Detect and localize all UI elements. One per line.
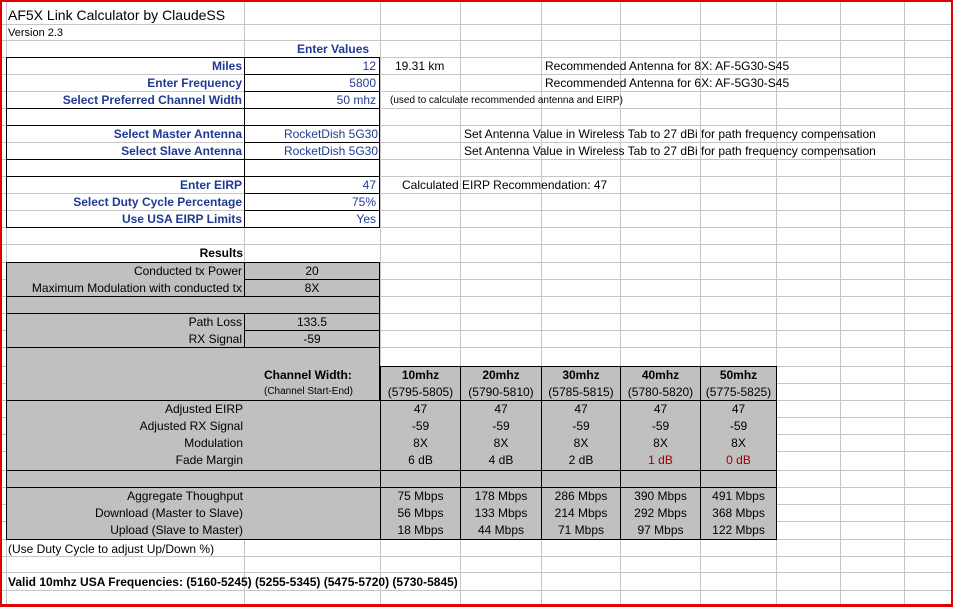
download-cell: 214 Mbps — [554, 506, 608, 520]
upload-cell: 44 Mbps — [477, 523, 525, 537]
adjusted-rx-cell: -59 — [411, 419, 430, 433]
modulation-cell: 8X — [413, 436, 428, 450]
recommended-6x: Recommended Antenna for 6X: AF-5G30-S45 — [545, 76, 790, 90]
adjusted-rx-cell: -59 — [651, 419, 670, 433]
channel-range-col-4: (5775-5825) — [705, 385, 772, 399]
upload-cell: 122 Mbps — [712, 523, 765, 537]
eirp-recommendation: Calculated EIRP Recommendation: 47 — [402, 178, 608, 192]
rx-signal-value: -59 — [303, 332, 321, 346]
modulation-cell: 8X — [493, 436, 509, 450]
download-cell: 133 Mbps — [474, 506, 528, 520]
results-row-line — [6, 347, 380, 348]
download-label: Download (Master to Slave) — [94, 506, 243, 520]
download-cell: 292 Mbps — [634, 506, 687, 520]
adjusted-rx-cell: -59 — [729, 419, 748, 433]
upload-cell: 18 Mbps — [397, 523, 444, 537]
modulation-label: Modulation — [184, 436, 243, 450]
aggregate-cell: 75 Mbps — [397, 489, 444, 503]
path-loss-value: 133.5 — [296, 315, 328, 329]
channel-width-note: (used to calculate recommended antenna and EIRP) — [390, 95, 623, 106]
upload-label: Upload (Slave to Master) — [110, 523, 243, 537]
adjusted-eirp-label: Adjusted EIRP — [164, 402, 243, 416]
channel-width-select[interactable]: 50 mhz — [336, 93, 376, 107]
adjusted-rx-cell: -59 — [572, 419, 590, 433]
frequency-input[interactable]: 5800 — [349, 76, 376, 90]
slave-antenna-select[interactable]: RocketDish 5G30 — [283, 144, 378, 158]
input-group2-bottom — [6, 159, 380, 160]
eirp-input[interactable]: 47 — [362, 178, 376, 192]
modulation-cell: 8X — [731, 436, 746, 450]
throughput-bottom — [6, 539, 777, 540]
valid-frequencies: Valid 10mhz USA Frequencies: (5160-5245) (5255-5345) (5475-5720) (5730-5845) — [8, 575, 458, 589]
aggregate-cell: 390 Mbps — [634, 489, 687, 503]
selection-border-top — [0, 0, 953, 2]
fade-margin-cell: 6 dB — [408, 453, 433, 467]
row-gridline — [0, 24, 953, 25]
results-heading: Results — [199, 246, 243, 260]
adjusted-eirp-cell: 47 — [494, 402, 508, 416]
fade-margin-cell: 2 dB — [568, 453, 594, 467]
miles-label: Miles — [211, 59, 242, 73]
download-cell: 368 Mbps — [712, 506, 765, 520]
fade-margin-cell: 4 dB — [488, 453, 514, 467]
download-cell: 56 Mbps — [397, 506, 444, 520]
channel-range-col-0: (5795-5805) — [387, 385, 454, 399]
adjusted-rx-label: Adjusted RX Signal — [139, 419, 243, 433]
slave-antenna-label: Select Slave Antenna — [121, 144, 242, 158]
recommended-8x: Recommended Antenna for 8X: AF-5G30-S45 — [545, 59, 790, 73]
spacer-row-fill — [6, 470, 777, 487]
upload-cell: 71 Mbps — [557, 523, 605, 537]
master-antenna-note: Set Antenna Value in Wireless Tab to 27 dBi for path frequency compensation — [464, 127, 876, 141]
fade-margin-label: Fade Margin — [175, 453, 243, 467]
channel-right-border — [776, 366, 777, 539]
fade-margin-cell: 0 dB — [726, 453, 751, 467]
selection-border-left — [0, 0, 2, 607]
eirp-label: Enter EIRP — [179, 178, 242, 192]
enter-values-heading: Enter Values — [297, 42, 370, 56]
master-antenna-label: Select Master Antenna — [113, 127, 242, 141]
duty-cycle-note: (Use Duty Cycle to adjust Up/Down %) — [8, 542, 215, 556]
duty-cycle-select[interactable]: 75% — [351, 195, 376, 209]
input-group3-bottom — [6, 227, 380, 228]
channel-range-col-2: (5785-5815) — [548, 385, 614, 399]
modulation-cell: 8X — [573, 436, 589, 450]
max-modulation-label: Maximum Modulation with conducted tx — [31, 281, 242, 295]
adjusted-eirp-cell: 47 — [413, 402, 428, 416]
aggregate-cell: 178 Mbps — [474, 489, 528, 503]
channel-width-heading: Channel Width: — [264, 368, 352, 382]
channel-width-col-1: 20mhz — [482, 368, 520, 382]
adjusted-eirp-cell: 47 — [574, 402, 588, 416]
slave-antenna-note: Set Antenna Value in Wireless Tab to 27 dBi for path frequency compensation — [464, 144, 876, 158]
aggregate-cell: 491 Mbps — [712, 489, 765, 503]
channel-width-col-0: 10mhz — [401, 368, 440, 382]
row-gridline — [0, 572, 953, 573]
channel-width-label: Select Preferred Channel Width — [62, 93, 242, 107]
adjusted-eirp-cell: 47 — [653, 402, 668, 416]
usa-eirp-select[interactable]: Yes — [356, 212, 376, 226]
adjusted-rx-cell: -59 — [492, 419, 510, 433]
modulation-cell: 8X — [653, 436, 668, 450]
conducted-tx-label: Conducted tx Power — [133, 264, 242, 278]
path-loss-label: Path Loss — [188, 315, 242, 329]
rx-signal-label: RX Signal — [188, 332, 242, 346]
version-label: Version 2.3 — [8, 27, 64, 39]
fade-margin-cell: 1 dB — [648, 453, 673, 467]
adjusted-eirp-cell: 47 — [731, 402, 746, 416]
channel-range-col-1: (5790-5810) — [468, 385, 534, 399]
channel-width-col-4: 50mhz — [719, 368, 758, 382]
row-gridline — [0, 590, 953, 591]
frequency-label: Enter Frequency — [147, 76, 242, 90]
sheet-title: AF5X Link Calculator by ClaudeSS — [8, 7, 226, 23]
km-value: 19.31 km — [395, 59, 445, 73]
max-modulation-value: 8X — [304, 281, 320, 295]
conducted-tx-value: 20 — [305, 264, 319, 278]
usa-eirp-label: Use USA EIRP Limits — [121, 212, 242, 226]
channel-width-col-2: 30mhz — [562, 368, 600, 382]
miles-input[interactable]: 12 — [362, 59, 376, 73]
row-gridline — [0, 40, 953, 41]
channel-range-heading: (Channel Start-End) — [264, 386, 353, 397]
results-row-line — [6, 296, 380, 297]
channel-range-col-3: (5780-5820) — [627, 385, 694, 399]
duty-cycle-label: Select Duty Cycle Percentage — [73, 195, 242, 209]
aggregate-cell: 286 Mbps — [554, 489, 608, 503]
aggregate-throughput-label: Aggregate Thoughput — [127, 489, 243, 503]
input-group1-bottom — [6, 108, 380, 109]
metrics-bottom — [6, 470, 777, 471]
upload-cell: 97 Mbps — [637, 523, 684, 537]
channel-width-col-3: 40mhz — [641, 368, 680, 382]
master-antenna-select[interactable]: RocketDish 5G30 — [283, 127, 378, 141]
